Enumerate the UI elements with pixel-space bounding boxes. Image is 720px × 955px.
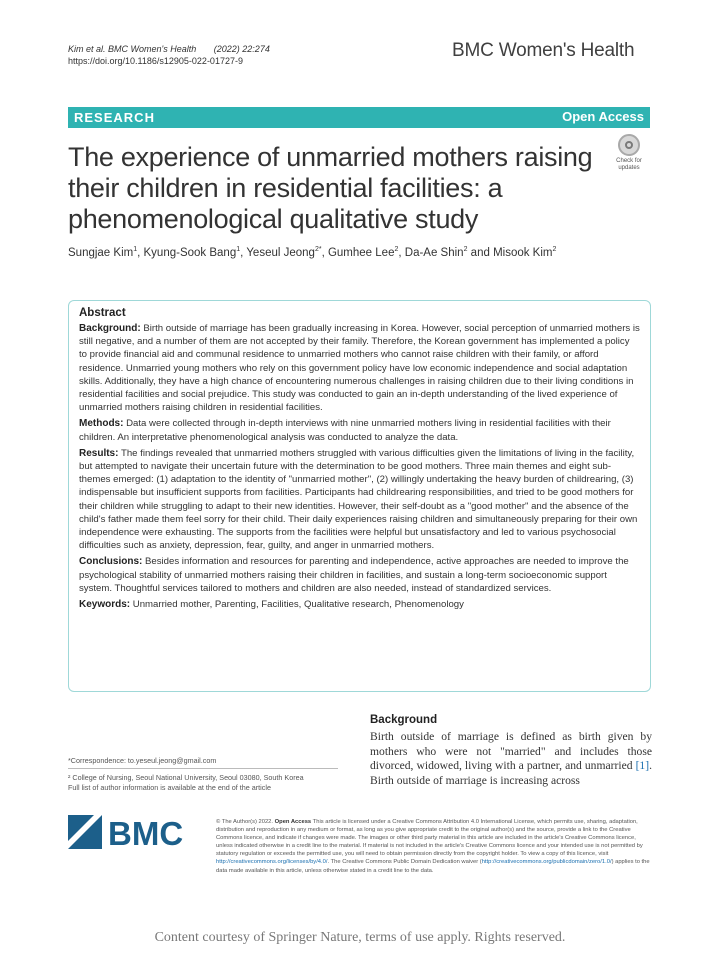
- background-heading: Background: [370, 714, 438, 726]
- author-name: Da-Ae Shin: [404, 246, 464, 259]
- article-title: The experience of unmarried mothers raising their children in residential facilities: a phenomenological qualitative study: [68, 142, 593, 234]
- section-text: Data were collected through in-depth interviews with nine unmarried mothers living in residential facilities with their children. An interpretative phenomenological analysis was conducted to analyze the data.: [79, 418, 611, 443]
- section-text: The findings revealed that unmarried mothers struggled with various difficulties given the limitations of living in the facility, but attempted to navigate their uncertain future with the determination to be good mothers. Three main themes and eight sub-themes emerged: (1) adaptation to the identity of "unmarried mother", (2) willingly undertaking the heavy burden of childrearing, (3) indispensable but insufficient supports from facilities. Participants had childrearing responsibilities, and tried to be good mothers for their children while struggling to adapt to their new identities. However, their self-doubt as a "good mother" and the absence of the child's father made them feel sorry for their child. Their daily experiences raising children and simultaneously preparing for their own independence were exhausting. The supports from the facilities were helpful but unsatisfactory and led to various psychosocial difficulties such as anxiety, depression, fear, guilty, and anger in unmarried mothers.: [79, 447, 638, 552]
- license-oa: Open Access: [274, 819, 312, 825]
- footnote-divider: [68, 768, 338, 769]
- bmc-logo-text: BMC: [108, 815, 184, 849]
- author-name: Gumhee Lee: [327, 246, 395, 259]
- full-list-line: Full list of author information is available at the end of the article: [68, 782, 271, 792]
- background-text-part: . Birth outside of marriage is increasing across: [370, 759, 652, 787]
- abstract-keywords: [79, 598, 640, 611]
- background-text-part: Birth outside of marriage is defined as birth given by mothers who were not "married" and includes those divorced, widowed, living with a partner, and unmarried: [370, 730, 652, 772]
- abstract-conclusions: [79, 555, 640, 595]
- author-affiliation-marker: 1: [133, 246, 138, 253]
- abstract-heading: Abstract: [79, 307, 126, 319]
- author-name: Sungjae Kim: [68, 246, 134, 259]
- citation-authors: Kim et al. BMC Women's Health: [68, 44, 197, 54]
- author-name: Kyung-Sook Bang: [143, 246, 237, 259]
- license-part: ) applies to the data made available in this article, unless otherwise stated in a credit line to the data.: [216, 859, 650, 874]
- section-label: Conclusions:: [79, 556, 143, 568]
- correspondence-note: *Correspondence: to.yeseul.jeong@gmail.com: [68, 756, 217, 765]
- abstract-methods: [79, 417, 640, 443]
- license-link[interactable]: http://creativecommons.org/publicdomain/zero/1.0/: [481, 859, 612, 866]
- affiliation-line: ² College of Nursing, Seoul National University, Seoul 03080, South Korea: [68, 773, 304, 782]
- section-label: Results:: [79, 447, 119, 459]
- author-list: Sungjae Kim$^1$, Kyung-Sook Bang$^1$, Yeseul Jeong$^{2*}$, Gumhee Lee$^2$, Da-Ae Shin$^2$ and Misook Kim$^2$: [68, 246, 557, 259]
- bmc-logo: [68, 815, 202, 854]
- section-text: Birth outside of marriage has been gradually increasing in Korea. However, social perception of unmarried mothers is still negative, and a number of them are not accepted by their family. Therefore, the Korean government has implemented a policy to provide financial aid and communal residence to unmarried mothers who cannot raise children with their family, or afford residence. Unmarried young mothers who rely on this government policy have low economic independence and social adaptation skills. Additionally, they have a high chance of encountering numerous challenges in raising children due to their living conditions in residential facilities and social prejudice. This study was conducted to gain an in-depth understanding of the lived experience of unmarried mothers raising children in residential facilities.: [79, 323, 640, 414]
- author-name: Yeseul Jeong: [246, 246, 315, 259]
- affiliation-note: [68, 773, 304, 792]
- bmc-logo-icon: [68, 815, 202, 849]
- article-type-banner: [68, 107, 650, 128]
- abstract-background: [79, 322, 640, 414]
- citation-block: [68, 43, 270, 67]
- author-affiliation-marker: 1: [236, 246, 241, 253]
- author-affiliation-marker: 2*: [314, 246, 322, 253]
- license-part: . The Creative Commons Public Domain Dedication waiver (: [327, 859, 482, 866]
- author-affiliation-marker: 2: [463, 246, 468, 253]
- section-text: Unmarried mother, Parenting, Facilities, Qualitative research, Phenomenology: [132, 599, 464, 611]
- section-label: Methods:: [79, 418, 124, 430]
- section-label: Background:: [79, 323, 141, 334]
- check-updates-line1: Check for: [616, 158, 642, 164]
- article-type-label: RESEARCH: [74, 110, 155, 125]
- license-part: This article is licensed under a Creative Commons Attribution 4.0 International License, which permits use, sharing, adaptation, distribution and reproduction in any medium or format, as long as you give appropriate credit to the original author(s) and the source, provide a link to the Creative Commons licence, and indicate if changes were made. The images or other third party material in this article are included in the article's Creative Commons licence, unless indicated otherwise in a credit line to the material. If material is not included in the article's Creative Commons licence and your intended use is not permitted by statutory regulation or exceeds the permitted use, you will need to obtain permission directly from the copyright holder. To view a copy of this licence, visit: [216, 819, 643, 858]
- license-copyright: © The Author(s) 2022.: [216, 819, 274, 825]
- publisher-credit: Content courtesy of Springer Nature, terms of use apply. Rights reserved.: [154, 930, 566, 945]
- background-text: [370, 730, 652, 788]
- reference-link[interactable]: [1]: [635, 759, 650, 772]
- author-affiliation-marker: 2: [552, 246, 557, 253]
- license-link[interactable]: http://creativecommons.org/licenses/by/4.0/: [216, 859, 328, 866]
- section-label: Keywords:: [79, 599, 131, 611]
- section-text: Besides information and resources for parenting and independence, active approaches are needed to improve the psychological stability of unmarried mothers raising their children in facilities, and sustain a long-term socioeconomic support system. Thoughtful services tailored to mothers and children are also needed, instead of standardized services.: [79, 556, 629, 594]
- journal-name: BMC Women's Health: [452, 40, 635, 61]
- author-name: Misook Kim: [493, 246, 553, 259]
- open-access-label: Open Access: [562, 109, 644, 124]
- check-updates-line2: updates: [618, 165, 640, 171]
- abstract-box: [68, 300, 651, 692]
- doi-link[interactable]: https://doi.org/10.1186/s12905-022-01727-9: [68, 56, 243, 66]
- citation-year: (2022) 22:274: [213, 44, 270, 54]
- abstract-results: [79, 447, 640, 553]
- author-affiliation-marker: 2: [394, 246, 399, 253]
- license-text: [216, 818, 652, 875]
